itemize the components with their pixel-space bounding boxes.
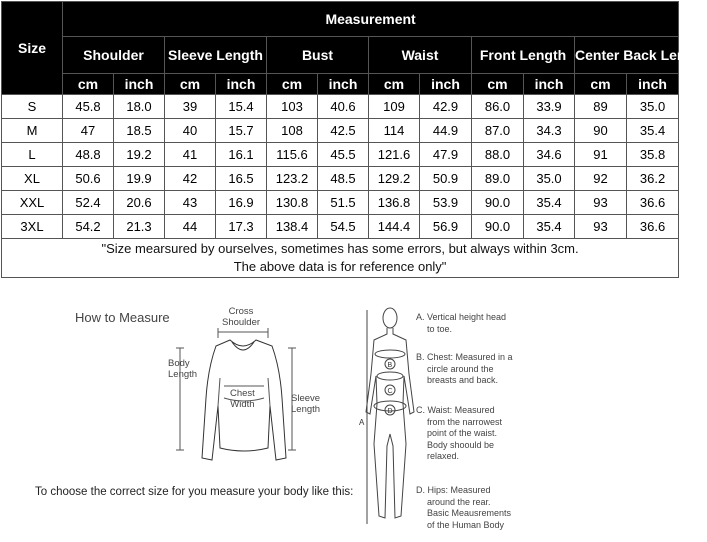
- value-cell: 16.9: [216, 191, 267, 215]
- table-row: [2, 215, 679, 239]
- value-cell: 34.3: [524, 119, 575, 143]
- value-cell: 87.0: [472, 119, 524, 143]
- value-cell: 108: [267, 119, 318, 143]
- value-cell: 91: [575, 143, 627, 167]
- chest-width-label-line2: Width: [230, 399, 255, 410]
- note-line-2: The above data is for reference only": [233, 259, 447, 274]
- value-cell: 53.9: [420, 191, 472, 215]
- value-cell: 16.1: [216, 143, 267, 167]
- value-cell: 47: [63, 119, 114, 143]
- value-cell: 42: [165, 167, 216, 191]
- value-cell: 54.5: [318, 215, 369, 239]
- unit-header-inch: inch: [318, 74, 369, 95]
- table-row: [2, 191, 679, 215]
- value-cell: 35.4: [524, 215, 575, 239]
- legend-line: breasts and back.: [427, 375, 499, 385]
- value-cell: 40.6: [318, 95, 369, 119]
- value-cell: 42.5: [318, 119, 369, 143]
- value-cell: 109: [369, 95, 420, 119]
- value-cell: 45.5: [318, 143, 369, 167]
- body-length-label-line1: Body: [168, 358, 190, 369]
- value-cell: 20.6: [114, 191, 165, 215]
- measurement-header: Measurement: [63, 2, 679, 37]
- measure-instruction: To choose the correct size for you measure your body like this:: [35, 486, 354, 498]
- value-cell: 15.7: [216, 119, 267, 143]
- value-cell: 115.6: [267, 143, 318, 167]
- value-cell: 18.5: [114, 119, 165, 143]
- value-cell: 93: [575, 215, 627, 239]
- value-cell: 45.8: [63, 95, 114, 119]
- reference-note: [2, 239, 679, 278]
- value-cell: 36.2: [627, 167, 679, 191]
- unit-header-cm: cm: [165, 74, 216, 95]
- legend-line: B. Chest: Measured in a: [416, 352, 513, 362]
- unit-header-cm: cm: [369, 74, 420, 95]
- value-cell: 21.3: [114, 215, 165, 239]
- unit-header-inch: inch: [114, 74, 165, 95]
- value-cell: 90.0: [472, 191, 524, 215]
- value-cell: 90.0: [472, 215, 524, 239]
- value-cell: 33.9: [524, 95, 575, 119]
- value-cell: 35.8: [627, 143, 679, 167]
- value-cell: 88.0: [472, 143, 524, 167]
- legend-b: [416, 352, 531, 387]
- value-cell: 144.4: [369, 215, 420, 239]
- value-cell: 35.0: [627, 95, 679, 119]
- legend-line: to toe.: [427, 323, 453, 334]
- unit-header-inch: inch: [524, 74, 575, 95]
- value-cell: 36.6: [627, 191, 679, 215]
- size-cell: M: [2, 119, 63, 143]
- size-cell: XXL: [2, 191, 63, 215]
- value-cell: 36.6: [627, 215, 679, 239]
- sleeve-length-label-line2: Length: [291, 404, 321, 415]
- value-cell: 129.2: [369, 167, 420, 191]
- value-cell: 52.4: [63, 191, 114, 215]
- unit-header-cm: cm: [472, 74, 524, 95]
- group-header-shoulder: Shoulder: [63, 37, 165, 74]
- value-cell: 93: [575, 191, 627, 215]
- unit-header-inch: inch: [627, 74, 679, 95]
- value-cell: 123.2: [267, 167, 318, 191]
- group-header-front-length: Front Length: [472, 37, 575, 74]
- size-rows: [2, 95, 679, 278]
- value-cell: 15.4: [216, 95, 267, 119]
- legend-line: D. Hips: Measured: [416, 485, 491, 495]
- value-cell: 47.9: [420, 143, 472, 167]
- unit-header-cm: cm: [267, 74, 318, 95]
- value-cell: 17.3: [216, 215, 267, 239]
- value-cell: 16.5: [216, 167, 267, 191]
- value-cell: 54.2: [63, 215, 114, 239]
- value-cell: 89.0: [472, 167, 524, 191]
- value-cell: 138.4: [267, 215, 318, 239]
- value-cell: 34.6: [524, 143, 575, 167]
- marker-c: C: [387, 388, 393, 395]
- value-cell: 35.0: [524, 167, 575, 191]
- marker-b: B: [387, 362, 393, 369]
- chest-width-label-line1: Chest: [230, 388, 255, 399]
- size-cell: S: [2, 95, 63, 119]
- unit-header-cm: cm: [575, 74, 627, 95]
- body-length-label-line2: Length: [168, 369, 198, 380]
- value-cell: 114: [369, 119, 420, 143]
- value-cell: 39: [165, 95, 216, 119]
- legend-a: [416, 312, 531, 335]
- value-cell: 35.4: [524, 191, 575, 215]
- value-cell: 41: [165, 143, 216, 167]
- value-cell: 48.8: [63, 143, 114, 167]
- table-row: [2, 119, 679, 143]
- cross-shoulder-label-line1: Cross: [228, 306, 254, 317]
- value-cell: 18.0: [114, 95, 165, 119]
- cross-shoulder-label-line2: Shoulder: [222, 317, 261, 328]
- value-cell: 44: [165, 215, 216, 239]
- value-cell: 19.2: [114, 143, 165, 167]
- human-body-diagram-icon: [350, 304, 416, 530]
- units-row: [2, 74, 679, 95]
- legend-line: of the Human Body: [427, 519, 505, 530]
- value-cell: 56.9: [420, 215, 472, 239]
- size-cell: 3XL: [2, 215, 63, 239]
- value-cell: 130.8: [267, 191, 318, 215]
- value-cell: 35.4: [627, 119, 679, 143]
- value-cell: 50.6: [63, 167, 114, 191]
- table-row: [2, 167, 679, 191]
- legend-line: C. Waist: Measured: [416, 405, 495, 415]
- group-header-bust: Bust: [267, 37, 369, 74]
- size-cell: L: [2, 143, 63, 167]
- value-cell: 48.5: [318, 167, 369, 191]
- value-cell: 42.9: [420, 95, 472, 119]
- value-cell: 103: [267, 95, 318, 119]
- note-row: [2, 239, 679, 278]
- size-header: Size: [2, 2, 63, 95]
- value-cell: 40: [165, 119, 216, 143]
- value-cell: 121.6: [369, 143, 420, 167]
- legend-c: [416, 405, 531, 463]
- unit-header-inch: inch: [420, 74, 472, 95]
- value-cell: 19.9: [114, 167, 165, 191]
- group-header-waist: Waist: [369, 37, 472, 74]
- marker-a: A: [359, 418, 365, 427]
- legend-line: from the narrowest: [427, 416, 503, 427]
- size-cell: XL: [2, 167, 63, 191]
- how-to-measure-title: How to Measure: [75, 310, 170, 325]
- value-cell: 136.8: [369, 191, 420, 215]
- value-cell: 44.9: [420, 119, 472, 143]
- legend-line: point of the waist.: [427, 428, 498, 438]
- how-to-measure-section: [0, 290, 679, 542]
- value-cell: 92: [575, 167, 627, 191]
- table-row: [2, 95, 679, 119]
- value-cell: 86.0: [472, 95, 524, 119]
- legend-d: [416, 485, 531, 531]
- group-header-center-back-length: Center Back Length: [575, 37, 679, 74]
- note-line-1: "Size mearsured by ourselves, sometimes has some errors, but always within 3cm.: [101, 241, 579, 256]
- chest-width-label: [230, 388, 255, 410]
- legend-line: relaxed.: [427, 451, 460, 461]
- cross-shoulder-label: [222, 306, 260, 328]
- legend-line: Basic Meausrements: [427, 508, 512, 518]
- value-cell: 51.5: [318, 191, 369, 215]
- unit-header-cm: cm: [63, 74, 114, 95]
- value-cell: 43: [165, 191, 216, 215]
- group-header-sleeve-length: Sleeve Length: [165, 37, 267, 74]
- body-length-label: [168, 358, 197, 380]
- marker-d: D: [387, 408, 393, 415]
- value-cell: 89: [575, 95, 627, 119]
- sleeve-length-label: [291, 393, 320, 415]
- unit-header-inch: inch: [216, 74, 267, 95]
- size-chart-table: [1, 1, 707, 278]
- table-row: [2, 143, 679, 167]
- legend-line: Body shoould be: [427, 439, 495, 450]
- value-cell: 50.9: [420, 167, 472, 191]
- legend-line: A. Vertical height head: [416, 312, 507, 322]
- sleeve-length-label-line1: Sleeve: [291, 393, 321, 404]
- legend-line: around the rear.: [427, 496, 491, 507]
- value-cell: 90: [575, 119, 627, 143]
- legend-line: circle around the: [427, 363, 494, 374]
